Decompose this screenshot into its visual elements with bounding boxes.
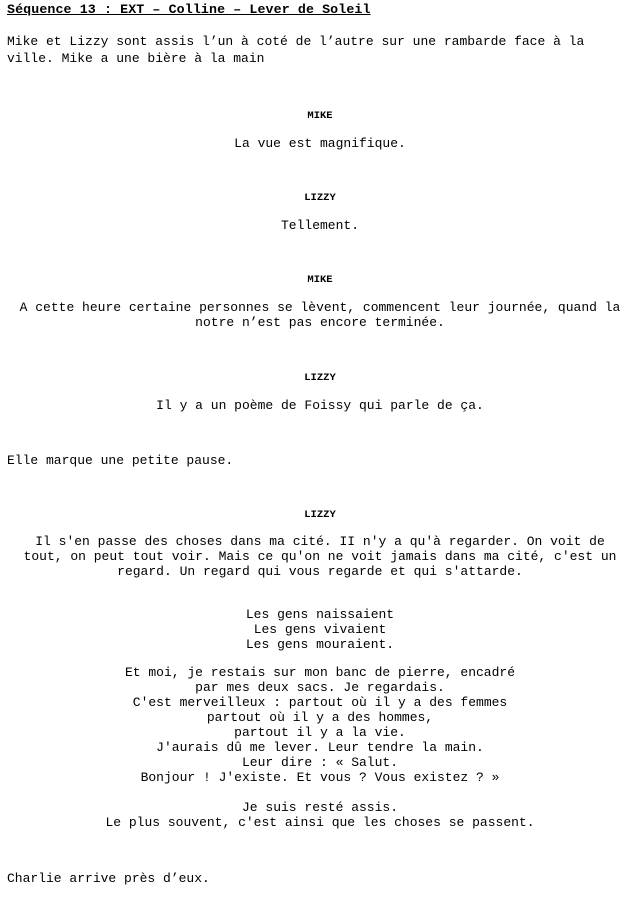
- dialogue-line: A cette heure certaine personnes se lèvent, commencent leur journée, quand la: [19, 300, 621, 315]
- poem-line: Leur dire : « Salut.: [241, 755, 399, 770]
- poem-line: Je suis resté assis.: [241, 800, 399, 815]
- dialogue-line: regard. Un regard qui vous regarde et qui s'attarde.: [117, 564, 523, 579]
- dialogue-line: Il s'en passe des choses dans ma cité. II n'y a qu'à regarder. On voit de: [35, 534, 605, 549]
- poem-line: C'est merveilleux : partout où il y a des femmes: [132, 695, 508, 710]
- poem-line: Les gens vivaient: [253, 622, 387, 637]
- poem-line: partout il y a la vie.: [234, 725, 406, 740]
- poem-line: Et moi, je restais sur mon banc de pierre, encadré: [124, 665, 516, 680]
- poem-line: par mes deux sacs. Je regardais.: [195, 680, 445, 695]
- action-line: ville. Mike a une bière à la main: [7, 51, 265, 66]
- poem-line: Les gens mouraient.: [245, 637, 395, 652]
- character-name: LIZZY: [304, 192, 336, 204]
- dialogue-line: La vue est magnifique.: [234, 136, 406, 151]
- dialogue-line: tout, on peut tout voir. Mais ce qu'on ne voit jamais dans ma cité, c'est un: [23, 549, 617, 564]
- dialogue-line: notre n’est pas encore terminée.: [195, 315, 445, 330]
- dialogue-block: [7, 300, 633, 330]
- character-name: LIZZY: [304, 509, 336, 521]
- action-line: Mike et Lizzy sont assis l’un à coté de l’autre sur une rambarde face à la: [7, 34, 585, 49]
- poem-line: Bonjour ! J'existe. Et vous ? Vous existez ? »: [140, 770, 500, 785]
- dialogue-line: Tellement.: [280, 218, 359, 233]
- poem-stanza: [0, 665, 640, 785]
- poem-line: Les gens naissaient: [245, 607, 395, 622]
- scene-heading: Séquence 13 : EXT – Colline – Lever de Soleil: [7, 2, 371, 17]
- character-name: MIKE: [307, 274, 333, 286]
- action-line: Elle marque une petite pause.: [7, 453, 234, 468]
- character-name: MIKE: [307, 110, 333, 122]
- poem-stanza: [0, 607, 640, 652]
- action-line: Charlie arrive près d’eux.: [7, 871, 210, 886]
- dialogue-block: [7, 534, 633, 579]
- poem-line: Le plus souvent, c'est ainsi que les choses se passent.: [105, 815, 535, 830]
- poem-line: partout où il y a des hommes,: [206, 710, 434, 725]
- poem-stanza: [0, 800, 640, 830]
- poem-line: J'aurais dû me lever. Leur tendre la main.: [156, 740, 484, 755]
- dialogue-line: Il y a un poème de Foissy qui parle de ça.: [156, 398, 484, 413]
- character-name: LIZZY: [304, 372, 336, 384]
